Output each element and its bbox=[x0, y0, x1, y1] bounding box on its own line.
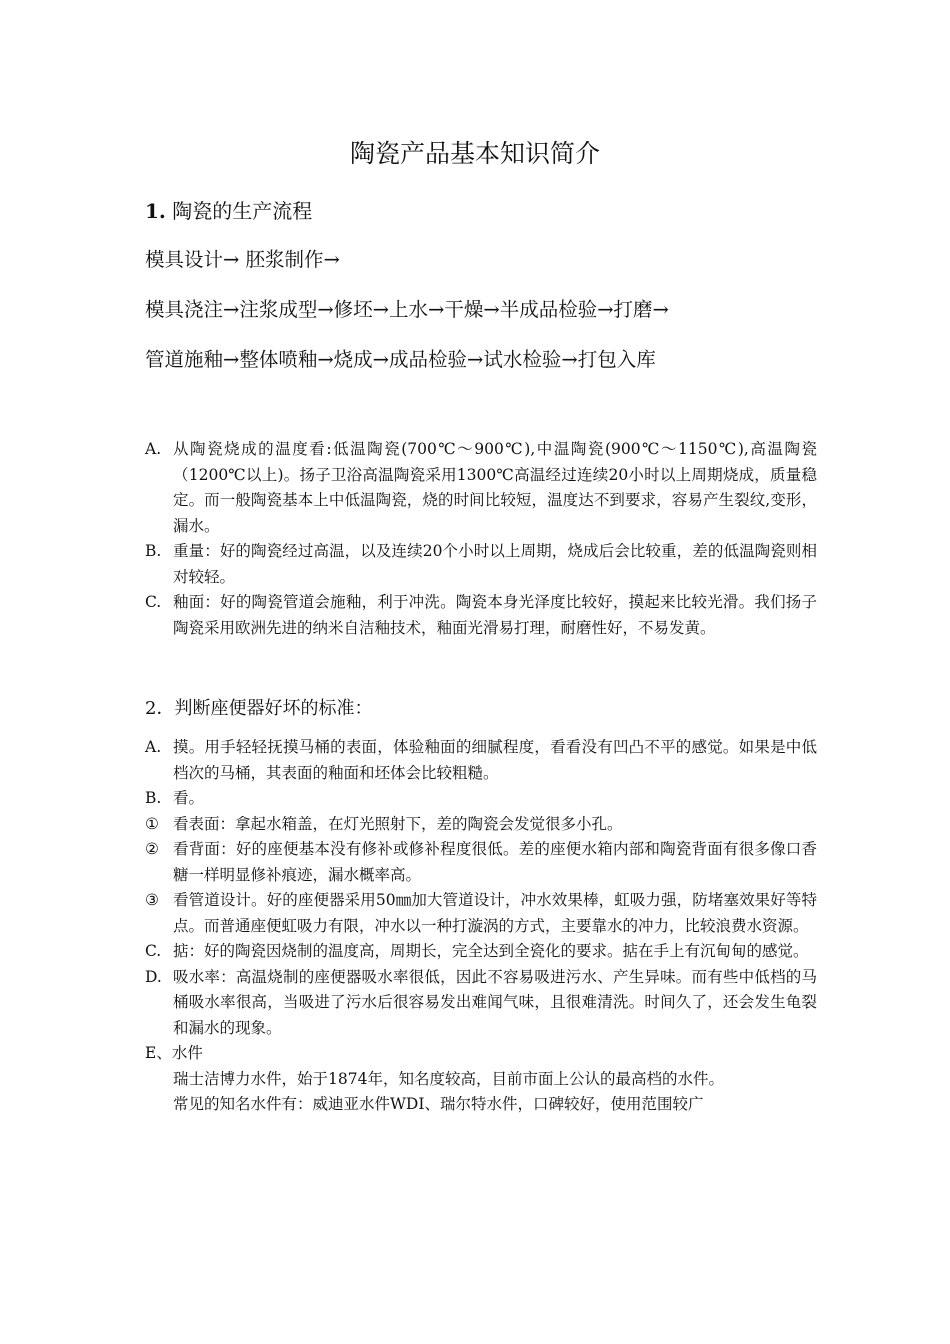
list-item-label: ① bbox=[145, 814, 159, 833]
list-item-label: ② bbox=[145, 840, 159, 858]
list-item-text: 掂：好的陶瓷因烧制的温度高，周期长，完全达到全瓷化的要求。掂在手上有沉甸甸的感觉。 bbox=[173, 942, 809, 960]
page-title: 陶瓷产品基本知识简介 bbox=[349, 139, 600, 168]
list-item-text: 重量：好的陶瓷经过高温，以及连续20个小时以上周期，烧成后会比较重，差的低温陶瓷则相对较轻。 bbox=[173, 542, 817, 586]
item-e-heading: E、水件 bbox=[145, 1044, 203, 1062]
section-1-heading-text: 陶瓷的生产流程 bbox=[172, 199, 313, 223]
list-item-label: C. bbox=[145, 593, 162, 611]
section-1-number: 1. bbox=[145, 199, 166, 223]
flow-line-2: 模具浇注→注浆成型→修坯→上水→干燥→半成品检验→打磨→ bbox=[145, 298, 669, 321]
item-e-paragraph-text: 常见的知名水件有：威迪亚水件WDI、瑞尔特水件，口碑较好，使用范围较广 bbox=[173, 1095, 704, 1113]
section-1-heading bbox=[145, 196, 312, 226]
list-item-text: 吸水率：高温烧制的座便器吸水率很低，因此不容易吸进污水、产生异味。而有些中低档的马桶吸水率很高，当吸进了污水后很容易发出难闻气味，且很难清洗。时间久了，还会发生龟裂和漏水的现象。 bbox=[173, 967, 817, 1037]
list-item-label: B. bbox=[145, 542, 162, 560]
list-item-text: 摸。用手轻轻抚摸马桶的表面，体验釉面的细腻程度，看看没有凹凸不平的感觉。如果是中低档次的马桶，其表面的釉面和坯体会比较粗糙。 bbox=[173, 738, 817, 782]
list-item-label: C. bbox=[145, 942, 162, 960]
list-item-text: 从陶瓷烧成的温度看:低温陶瓷(700℃～900℃),中温陶瓷(900℃～1150℃),高温陶瓷（1200℃以上)。扬子卫浴高温陶瓷采用1300℃高温经过连续20小时以上周期烧成，质量稳定。而一般陶瓷基本上中低温陶瓷，烧的时间比较短，温度达不到要求，容易产生裂纹,变形，漏水。 bbox=[173, 440, 817, 535]
item-e-paragraph bbox=[145, 1092, 817, 1118]
section-1-items bbox=[145, 437, 817, 641]
list-item-label: B. bbox=[145, 789, 162, 807]
item-e-paragraph bbox=[145, 1067, 817, 1093]
list-item bbox=[145, 437, 817, 539]
list-item-text: 看表面：拿起水箱盖，在灯光照射下，差的陶瓷会发觉很多小孔。 bbox=[173, 814, 623, 833]
list-item bbox=[145, 590, 817, 641]
list-item bbox=[145, 735, 817, 786]
list-item bbox=[145, 786, 817, 812]
list-item bbox=[145, 539, 817, 590]
list-item bbox=[145, 965, 817, 1042]
flow-line-1: 模具设计→ 胚浆制作→ bbox=[145, 248, 340, 271]
list-item-label: A. bbox=[145, 738, 162, 756]
list-item-text: 看管道设计。好的座便器采用50㎜加大管道设计，冲水效果棒，虹吸力强，防堵塞效果好等特点。而普通座便虹吸力有限，冲水以一种打漩涡的方式，主要靠水的冲力，比较浪费水资源。 bbox=[173, 891, 817, 935]
list-item-label: D. bbox=[145, 967, 162, 986]
section-2-items bbox=[145, 735, 817, 1118]
list-item bbox=[145, 888, 817, 939]
section-2-heading: 2．判断座便器好坏的标准： bbox=[145, 698, 373, 719]
list-item bbox=[145, 837, 817, 888]
list-item-text: 釉面：好的陶瓷管道会施釉，利于冲洗。陶瓷本身光泽度比较好，摸起来比较光滑。我们扬子陶瓷采用欧洲先进的纳米自洁釉技术，釉面光滑易打理，耐磨性好，不易发黄。 bbox=[173, 593, 817, 637]
list-item-label: ③ bbox=[145, 891, 159, 909]
item-e-paragraph-text: 瑞士洁博力水件，始于1874年，知名度较高，目前市面上公认的最高档的水件。 bbox=[173, 1069, 724, 1088]
list-item-text: 看。 bbox=[173, 789, 205, 807]
list-item bbox=[145, 812, 817, 838]
list-item-label: A. bbox=[145, 440, 162, 458]
list-item-text: 看背面：好的座便基本没有修补或修补程度很低。差的座便水箱内部和陶瓷背面有很多像口香糖一样明显修补痕迹，漏水概率高。 bbox=[173, 840, 817, 884]
list-item bbox=[145, 939, 817, 965]
flow-line-3: 管道施釉→整体喷釉→烧成→成品检验→试水检验→打包入库 bbox=[145, 348, 656, 371]
